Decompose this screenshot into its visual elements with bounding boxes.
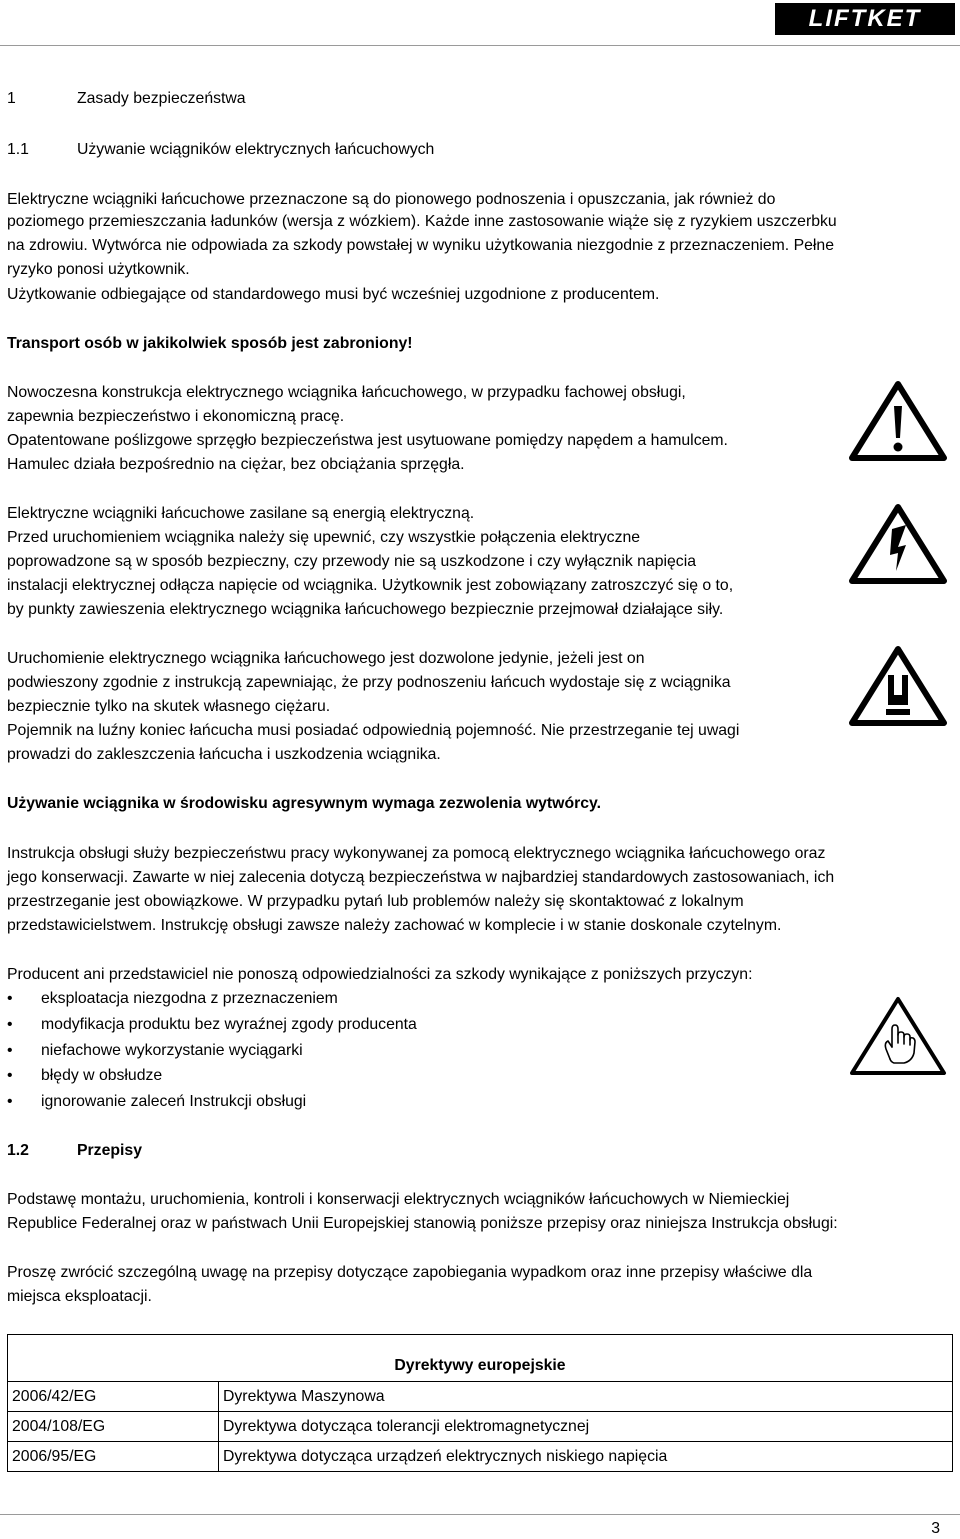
bullet-icon: • <box>7 990 13 1007</box>
paragraph-line: Proszę zwrócić szczególną uwagę na przepisy dotyczące zapobiegania wypadkom oraz inne przepisy właściwe dla <box>7 1264 813 1281</box>
paragraph-line: poprowadzone są w sposób bezpieczny, czy przewody nie są uszkodzone i czy wyłącznik napięcia <box>7 553 696 570</box>
paragraph-line: Republice Federalnej oraz w państwach Unii Europejskiej stanowią poniższe przepisy oraz niniejsza Instrukcja obsługi: <box>7 1215 838 1232</box>
section-number: 1 <box>7 90 16 107</box>
paragraph-line: na zdrowiu. Wytwórca nie odpowiada za szkody powstałej w wyniku użytkowania niezgodnie z przeznaczeniem. Pełne <box>7 237 834 254</box>
paragraph-line: by punkty zawieszenia elektrycznego wciągnika łańcuchowego bezpiecznie przejmował działające siły. <box>7 601 724 618</box>
bullet-icon: • <box>7 1042 13 1059</box>
directive-name: Dyrektywa dotycząca urządzeń elektrycznych niskiego napięcia <box>219 1442 953 1472</box>
table-row <box>8 1382 953 1412</box>
directive-name: Dyrektywa Maszynowa <box>219 1382 953 1412</box>
list-item: niefachowe wykorzystanie wyciągarki <box>41 1042 303 1059</box>
bullet-icon: • <box>7 1067 13 1084</box>
paragraph-line: Uruchomienie elektrycznego wciągnika łańcuchowego jest dozwolone jedynie, jeżeli jest on <box>7 650 645 667</box>
footer-divider <box>0 1514 960 1515</box>
paragraph-line: Hamulec działa bezpośrednio na ciężar, bez obciążania sprzęgła. <box>7 456 465 473</box>
page-number: 3 <box>931 1520 940 1537</box>
bullet-icon: • <box>7 1016 13 1033</box>
hand-attention-icon <box>848 995 948 1077</box>
list-item: błędy w obsłudze <box>41 1067 163 1084</box>
paragraph-line: przedstawicielstwem. Instrukcję obsługi zawsze należy zachować w komplecie i w stanie doskonale czytelnym. <box>7 917 782 934</box>
directives-table <box>7 1334 953 1472</box>
paragraph-line: zapewnia bezpieczeństwo i ekonomiczną pracę. <box>7 408 345 425</box>
paragraph-line: Nowoczesna konstrukcja elektrycznego wciągnika łańcuchowego, w przypadku fachowej obsługi, <box>7 384 686 401</box>
header-divider <box>0 45 960 46</box>
list-item: ignorowanie zaleceń Instrukcji obsługi <box>41 1093 307 1110</box>
list-item: modyfikacja produktu bez wyraźnej zgody producenta <box>41 1016 417 1033</box>
directive-code: 2006/95/EG <box>8 1442 219 1472</box>
directive-code: 2006/42/EG <box>8 1382 219 1412</box>
paragraph-line: instalacji elektrycznej odłącza napięcie od wciągnika. Użytkownik jest zobowiązany zatroszczyć się o to, <box>7 577 734 594</box>
subsection-number: 1.1 <box>7 141 29 158</box>
table-row <box>8 1412 953 1442</box>
table-header-row <box>8 1335 953 1382</box>
crush-hazard-icon <box>848 645 948 727</box>
directive-code: 2004/108/EG <box>8 1412 219 1442</box>
paragraph-line: bezpiecznie tylko na skutek własnego ciężaru. <box>7 698 331 715</box>
paragraph-line: prowadzi do zakleszczenia łańcucha i uszkodzenia wciągnika. <box>7 746 441 763</box>
paragraph-line: poziomego przemieszczania ładunków (wersja z wózkiem). Każde inne zastosowanie wiąże się z ryzykiem uszczerbku <box>7 213 837 230</box>
electrical-hazard-icon <box>848 503 948 585</box>
paragraph-line: miejsca eksploatacji. <box>7 1288 152 1305</box>
subsection-number: 1.2 <box>7 1142 29 1159</box>
paragraph-line: ryzyko ponosi użytkownik. <box>7 261 190 278</box>
paragraph-line: Pojemnik na luźny koniec łańcucha musi posiadać odpowiednią pojemność. Nie przestrzeganie tej uwagi <box>7 722 740 739</box>
transport-warning: Transport osób w jakikolwiek sposób jest zabroniony! <box>7 335 413 352</box>
aggressive-environment-warning: Używanie wciągnika w środowisku agresywnym wymaga zezwolenia wytwórcy. <box>7 795 602 812</box>
table-row <box>8 1442 953 1472</box>
paragraph-line: Podstawę montażu, uruchomienia, kontroli i konserwacji elektrycznych wciągników łańcuchowych w Niemieckiej <box>7 1191 790 1208</box>
warning-exclamation-icon <box>848 380 948 462</box>
list-item: eksploatacja niezgodna z przeznaczeniem <box>41 990 338 1007</box>
liftket-logo: LIFTKET <box>775 3 955 35</box>
section-title: Zasady bezpieczeństwa <box>77 90 246 107</box>
subsection-title: Używanie wciągników elektrycznych łańcuchowych <box>77 141 435 158</box>
paragraph-line: Użytkowanie odbiegające od standardowego musi być wcześniej uzgodnione z producentem. <box>7 286 660 303</box>
table-header: Dyrektywy europejskie <box>8 1335 953 1382</box>
paragraph-line: Przed uruchomieniem wciągnika należy się upewnić, czy wszystkie połączenia elektryczne <box>7 529 641 546</box>
paragraph-line: Opatentowane poślizgowe sprzęgło bezpieczeństwa jest usytuowane pomiędzy napędem a hamulcem. <box>7 432 728 449</box>
bullet-icon: • <box>7 1093 13 1110</box>
paragraph-line: podwieszony zgodnie z instrukcją zapewniając, że przy podnoszeniu łańcuch wydostaje się z wciągnika <box>7 674 731 691</box>
directive-name: Dyrektywa dotycząca tolerancji elektromagnetycznej <box>219 1412 953 1442</box>
paragraph-line: Elektryczne wciągniki łańcuchowe zasilane są energią elektryczną. <box>7 505 475 522</box>
subsection-title: Przepisy <box>77 1142 142 1159</box>
paragraph-line: Instrukcja obsługi służy bezpieczeństwu pracy wykonywanej za pomocą elektrycznego wciągnika łańcuchowego oraz <box>7 845 826 862</box>
paragraph-line: przestrzeganie jest obowiązkowe. W przypadku pytań lub problemów należy się skontaktować z lokalnym <box>7 893 744 910</box>
paragraph-line: jego konserwacji. Zawarte w niej zalecenia dotyczą bezpieczeństwa w najbardziej standardowych zastosowaniach, ich <box>7 869 835 886</box>
paragraph-line: Elektryczne wciągniki łańcuchowe przeznaczone są do pionowego podnoszenia i opuszczania, jak również do <box>7 191 776 208</box>
liability-intro: Producent ani przedstawiciel nie ponoszą odpowiedzialności za szkody wynikające z poniższych przyczyn: <box>7 966 753 983</box>
